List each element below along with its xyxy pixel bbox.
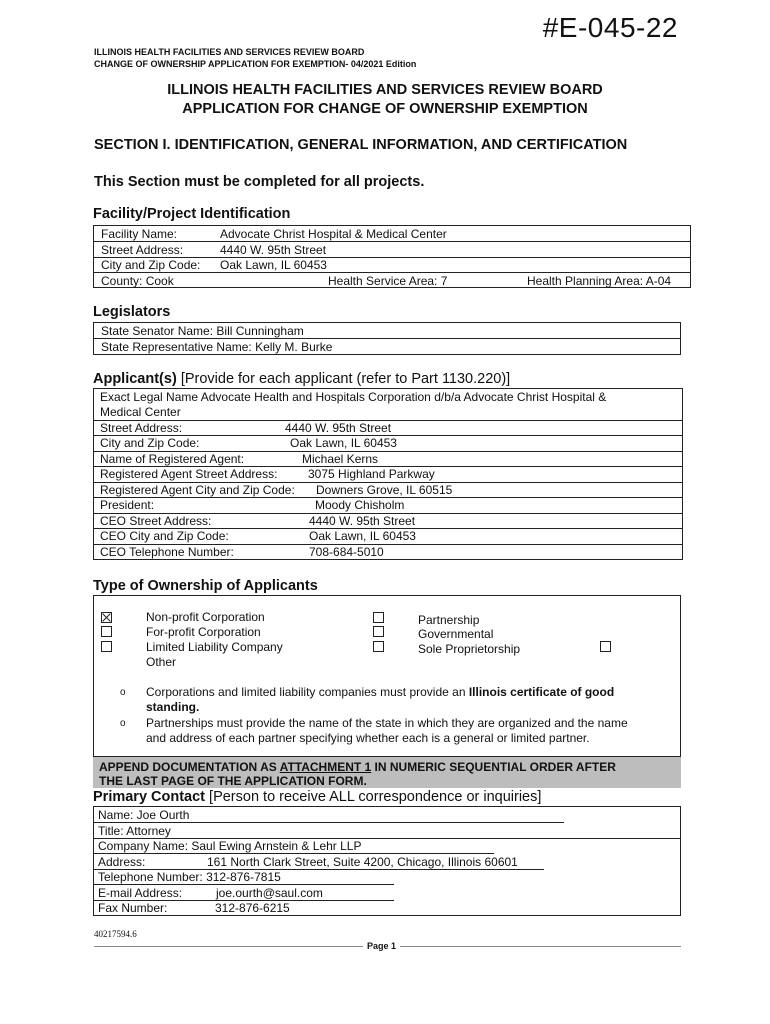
facility-box (93, 225, 691, 288)
page-number: Page 1 (363, 941, 400, 951)
option-sole-proprietorship: Sole Proprietorship (418, 642, 521, 656)
option-partnership: Partnership (418, 613, 480, 627)
bullet-corporations: Corporations and limited liability companies must provide an Illinois certificate of good (146, 685, 615, 699)
applicant-box (93, 388, 683, 560)
applicant-row-value: Oak Lawn, IL 60453 (309, 529, 416, 543)
state-representative: State Representative Name: Kelly M. Burke (101, 340, 333, 354)
health-planning-area: Health Planning Area: A-04 (527, 274, 672, 288)
health-service-area: Health Service Area: 7 (328, 274, 448, 288)
contact-box (93, 806, 681, 916)
footer-doc-id: 40217594.6 (94, 929, 137, 939)
page-subtitle: APPLICATION FOR CHANGE OF OWNERSHIP EXEMPTION (182, 101, 588, 117)
section-title: SECTION I. IDENTIFICATION, GENERAL INFORMATION, AND CERTIFICATION (94, 137, 628, 153)
bullet-marker: o (120, 687, 126, 698)
ownership-box (93, 595, 681, 757)
legal-name-line1: Exact Legal Name Advocate Health and Hospitals Corporation d/b/a Advocate Christ Hospital & (100, 390, 607, 404)
applicant-row-value: Oak Lawn, IL 60453 (290, 436, 397, 450)
forprofit-checkbox[interactable] (101, 626, 112, 637)
applicant-heading: Applicant(s) (93, 371, 177, 387)
option-governmental: Governmental (418, 627, 494, 641)
bullet-partnerships-cont: and address of each partner specifying whether each is a general or limited partner. (146, 731, 590, 745)
nonprofit-checkbox[interactable] (101, 612, 112, 623)
contact-address-label: Address: (98, 855, 146, 869)
contact-company: Company Name: Saul Ewing Arnstein & Lehr LLP (98, 839, 362, 853)
applicant-row-value: Downers Grove, IL 60515 (316, 483, 453, 497)
llc-checkbox[interactable] (101, 641, 112, 652)
applicant-row-value: Michael Kerns (302, 452, 379, 466)
contact-fax-value: 312-876-6215 (215, 901, 290, 915)
bullet-corporations-cont: standing. (146, 700, 200, 714)
applicant-row-label: CEO Telephone Number: (100, 545, 234, 559)
applicant-row-value: 4440 W. 95th Street (309, 514, 416, 528)
state-senator: State Senator Name: Bill Cunningham (101, 324, 304, 338)
legislators-box (93, 322, 681, 355)
contact-heading-line (93, 789, 541, 805)
applicant-row-label: CEO Street Address: (100, 514, 212, 528)
header-board-name: ILLINOIS HEALTH FACILITIES AND SERVICES REVIEW BOARD (94, 47, 365, 57)
sole-proprietorship-checkbox[interactable] (373, 641, 384, 652)
facility-street-value: 4440 W. 95th Street (220, 243, 327, 257)
contact-heading: Primary Contact (93, 789, 206, 805)
contact-phone: Telephone Number: 312-876-7815 (98, 870, 281, 884)
applicant-row-label: Registered Agent City and Zip Code: (100, 483, 295, 497)
option-llc: Limited Liability Company (146, 640, 283, 654)
applicant-heading-line (93, 371, 510, 387)
facility-county: County: Cook (101, 274, 174, 288)
contact-title: Title: Attorney (98, 824, 171, 838)
partnership-checkbox[interactable] (373, 612, 384, 623)
option-nonprofit: Non-profit Corporation (146, 610, 265, 624)
contact-email-label: E-mail Address: (98, 886, 183, 900)
ownership-heading: Type of Ownership of Applicants (93, 578, 318, 594)
applicant-row-label: CEO City and Zip Code: (100, 529, 229, 543)
document-number: #E-045-22 (542, 12, 678, 43)
applicant-row-label: Registered Agent Street Address: (100, 467, 278, 481)
applicant-row-label: City and Zip Code: (100, 436, 200, 450)
applicant-row-value: Moody Chisholm (315, 498, 405, 512)
contact-name: Name: Joe Ourth (98, 808, 190, 822)
contact-heading-note: [Person to receive ALL correspondence or inquiries] (209, 789, 542, 805)
facility-street-label: Street Address: (101, 243, 184, 257)
contact-email-value: joe.ourth@saul.com (216, 886, 323, 900)
contact-fax-label: Fax Number: (98, 901, 168, 915)
legal-name-line2: Medical Center (100, 405, 181, 419)
bullet-partnerships: Partnerships must provide the name of the state in which they are organized and the name (146, 716, 628, 730)
facility-heading: Facility/Project Identification (93, 206, 291, 222)
append-documentation-banner (93, 757, 681, 788)
applicant-row-value: 4440 W. 95th Street (285, 421, 392, 435)
applicant-row-value: 3075 Highland Parkway (308, 467, 435, 481)
legislators-heading: Legislators (93, 304, 171, 320)
option-forprofit: For-profit Corporation (146, 625, 261, 639)
header-edition: CHANGE OF OWNERSHIP APPLICATION FOR EXEMPTION- 04/2021 Edition (94, 59, 417, 69)
page-title: ILLINOIS HEALTH FACILITIES AND SERVICES REVIEW BOARD (167, 82, 603, 98)
append-line2: THE LAST PAGE OF THE APPLICATION FORM. (99, 774, 367, 788)
contact-address-value: 161 North Clark Street, Suite 4200, Chicago, Illinois 60601 (207, 855, 518, 869)
section-note: This Section must be completed for all projects. (94, 174, 425, 190)
governmental-checkbox[interactable] (373, 626, 384, 637)
applicant-heading-note: [Provide for each applicant (refer to Part 1130.220)] (180, 371, 511, 387)
other-checkbox[interactable] (600, 641, 611, 652)
facility-city-label: City and Zip Code: (101, 258, 201, 272)
option-other: Other (146, 655, 177, 669)
bullet-marker: o (120, 718, 126, 729)
applicant-row-value: 708-684-5010 (309, 545, 384, 559)
facility-name-label: Facility Name: (101, 227, 178, 241)
facility-city-value: Oak Lawn, IL 60453 (220, 258, 327, 272)
append-line1: APPEND DOCUMENTATION AS ATTACHMENT 1 IN NUMERIC SEQUENTIAL ORDER AFTER (99, 760, 616, 774)
applicant-row-label: President: (100, 498, 155, 512)
facility-name-value: Advocate Christ Hospital & Medical Center (220, 227, 447, 241)
applicant-row-label: Name of Registered Agent: (100, 452, 245, 466)
applicant-row-label: Street Address: (100, 421, 183, 435)
